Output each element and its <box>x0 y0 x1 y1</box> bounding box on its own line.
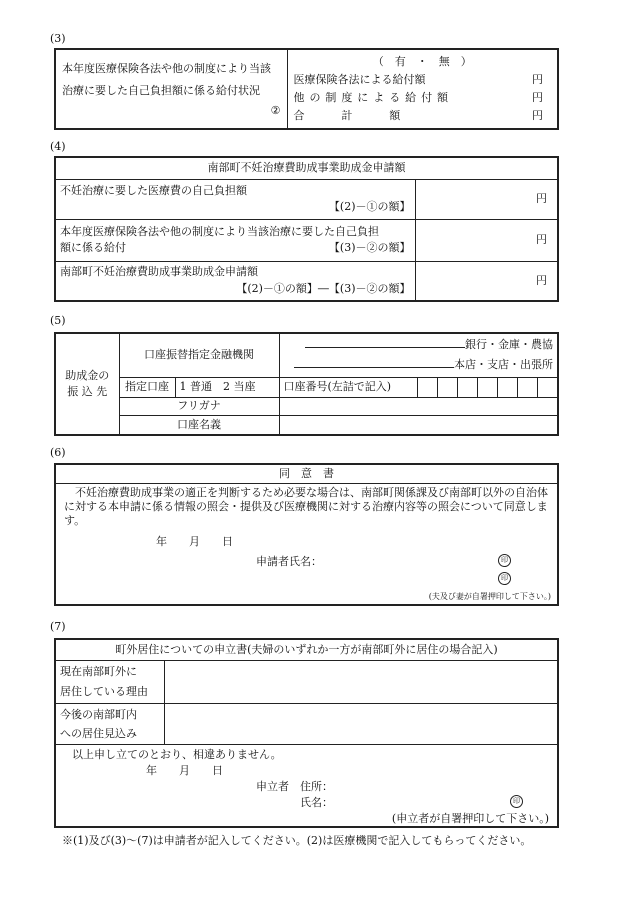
benefit-amounts-cell[interactable] <box>287 49 558 129</box>
declarant-name-label: 氏名： <box>300 796 333 809</box>
benefit-row-other <box>294 89 552 107</box>
bank-label: 口座振替指定金融機関 <box>119 333 279 377</box>
consent-applicant-label: 申請者氏名： <box>256 555 322 568</box>
application-amount-label <box>55 261 415 301</box>
bank-name-cell[interactable] <box>279 333 558 377</box>
reason-line1: 現在南部町外に <box>60 665 137 678</box>
declaration-date[interactable]: 年 月 日 <box>146 764 223 777</box>
section-4-table <box>54 156 559 302</box>
footnote: ※(1)及び(3)～(7)は申請者が記入してください。(2)は医療機関で記入してもらってください。 <box>62 834 532 847</box>
section-3-number: (3) <box>50 32 66 45</box>
self-pay-line1: 不妊治療に要した医療費の自己負担額 <box>60 183 247 197</box>
yen-unit: 円 <box>536 191 547 205</box>
seal-mark: 印 <box>498 572 511 585</box>
branch-type-suffix: 本店・支店・出張所 <box>454 358 553 372</box>
consent-title: 同 意 書 <box>56 465 557 484</box>
residence-header: 町外居住についての申立書(夫婦のいずれか一方が南部町外に居住の場合記入) <box>56 640 557 661</box>
application-amount[interactable] <box>415 261 558 301</box>
furigana-label: フリガナ <box>119 397 279 415</box>
section-5-number: (5) <box>50 314 66 327</box>
account-holder-label: 口座名義 <box>119 415 279 435</box>
declaration-text: 以上申し立てのとおり、相違ありません。 <box>72 748 282 761</box>
self-pay-label <box>55 179 415 219</box>
transfer-label-line1: 助成金の <box>65 368 110 382</box>
benefit-status-line2: 治療に要した自己負担額に係る給付状況 <box>62 84 260 97</box>
benefit-row-total <box>294 107 552 125</box>
seal-mark: 印 <box>498 554 511 567</box>
seal-icon <box>510 794 523 808</box>
seal-icon <box>498 553 511 567</box>
reason-line2: 居住している理由 <box>60 685 148 698</box>
transfer-destination-label <box>55 333 119 435</box>
yen-unit: 円 <box>532 91 543 104</box>
yen-unit: 円 <box>532 73 543 86</box>
yen-unit: 円 <box>532 109 543 122</box>
account-type-label: 指定口座 <box>119 377 175 397</box>
application-formula: 【(2)－①の額】―【(3)－②の額】 <box>236 281 411 295</box>
residence-reason-label <box>56 661 165 703</box>
declaration-note: (申立者が自署押印して下さい。) <box>391 812 549 825</box>
declarant-address-label: 申立者 住所： <box>256 780 333 793</box>
section-7-number: (7) <box>50 620 66 633</box>
future-residence-label <box>56 704 165 744</box>
bank-type-suffix: 銀行・金庫・農協 <box>465 338 553 352</box>
transfer-label-line2: 振 込 先 <box>67 385 108 398</box>
yen-unit: 円 <box>536 232 547 246</box>
account-digit[interactable] <box>518 377 538 397</box>
consent-box <box>54 463 559 606</box>
yen-unit: 円 <box>536 273 547 287</box>
seal-icon <box>498 571 511 585</box>
benefit-line1: 本年度医療保険各法や他の制度により当該治療に要した自己負担 <box>60 224 379 238</box>
future-line2: への居住見込み <box>60 727 137 740</box>
benefit-row-label: 合 計 額 <box>293 109 406 122</box>
account-digit[interactable] <box>437 377 457 397</box>
account-digit[interactable] <box>477 377 497 397</box>
residence-reason-row <box>56 661 557 704</box>
section-4-header: 南部町不妊治療費助成事業助成金申請額 <box>55 157 558 179</box>
seal-mark: 印 <box>510 795 523 808</box>
benefit-amount[interactable] <box>415 219 558 261</box>
consent-note: (夫及び妻が自署押印して下さい。) <box>428 592 551 601</box>
account-digit[interactable] <box>538 377 558 397</box>
account-digit[interactable] <box>417 377 437 397</box>
future-residence-row <box>56 704 557 745</box>
account-digit[interactable] <box>457 377 477 397</box>
application-line1: 南部町不妊治療費助成事業助成金申請額 <box>60 265 258 279</box>
benefit-status-line1: 本年度医療保険各法や他の制度により当該 <box>62 62 271 75</box>
self-pay-formula: 【(2)－①の額】 <box>328 200 411 213</box>
consent-date[interactable]: 年 月 日 <box>156 535 233 548</box>
self-pay-amount[interactable] <box>415 179 558 219</box>
section-6-number: (6) <box>50 446 66 459</box>
benefit-row-label: 医療保険各法による給付額 <box>293 73 426 86</box>
benefit-label <box>55 219 415 261</box>
account-type-options[interactable]: 1 普通 2 当座 <box>175 377 279 397</box>
residence-declaration-box <box>54 638 559 828</box>
benefit-status-label <box>55 49 287 129</box>
benefit-row-insurance <box>294 71 552 89</box>
account-holder-field[interactable] <box>279 415 558 435</box>
future-line1: 今後の南部町内 <box>60 708 137 721</box>
benefit-formula: 【(3)－②の額】 <box>328 241 411 254</box>
section-5-table <box>54 332 559 436</box>
yes-no-choice[interactable]: （ 有 ・ 無 ） <box>372 55 472 68</box>
section-3-table <box>54 48 559 130</box>
residence-reason-field[interactable] <box>165 661 557 703</box>
future-residence-field[interactable] <box>165 704 557 744</box>
account-digit[interactable] <box>498 377 518 397</box>
benefit-status-mark: ② <box>270 104 281 117</box>
benefit-line1b: 額に係る給付 <box>60 241 126 254</box>
furigana-field[interactable] <box>279 397 558 415</box>
section-4-number: (4) <box>50 140 66 153</box>
account-number-label: 口座番号(左詰で記入) <box>279 377 417 397</box>
benefit-row-label: 他の制度による給付額 <box>293 91 453 104</box>
consent-body: 不妊治療費助成事業の適正を判断するため必要な場合は、南部町関係課及び南部町以外の自治体に対する本申請に係る情報の照会・提供及び医療機関に対する治療内容等の照会について同意します。 <box>64 486 548 527</box>
